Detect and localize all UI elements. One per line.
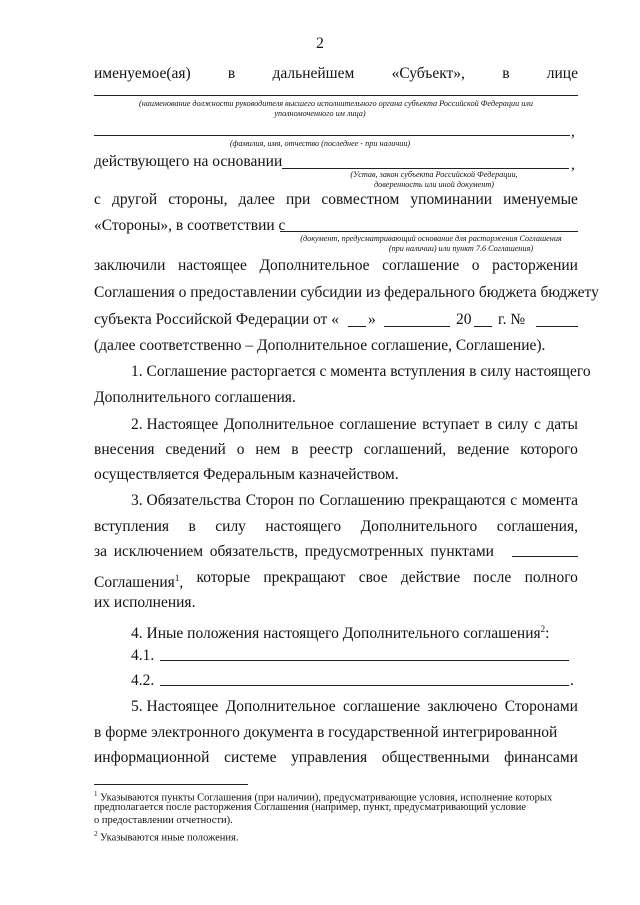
blank-line [282,168,569,169]
paragraph-3-line-5: их исполнения. [94,594,196,611]
field-caption: (при наличии) или пункт 7.6 Соглашения) [388,244,534,253]
paragraph-5-line-3: информационной системе управления общественными финансами [94,749,578,766]
blank-line [94,95,578,96]
field-caption: (фамилия, имя, отчество (последнее - при наличии) [229,139,411,148]
footnote-1-line-2: предполагается после расторжения Соглашения (например, пункт, предусматривающий условие [94,802,527,813]
text-line-1: именуемое(ая) в дальнейшем «Субъект», в лице [94,65,578,82]
text-line-8-d: г. № [498,311,526,328]
item-4-2: 4.2. [131,672,155,689]
text-line-5: «Стороны», в соответствии с [94,217,286,234]
text-line-8-a: субъекта Российской Федерации от « [94,311,339,328]
footnote-separator [94,784,248,785]
footnote-1-line-3: о предоставлении отчетности). [94,815,233,826]
footnote-1: $^1$ Указываются пункты Соглашения (при наличии), предусматривающие условия, исполнение которых [94,790,553,804]
text-line-9: (далее соответственно – Дополнительное соглашение, Соглашение). [94,337,546,354]
blank-line [280,231,578,232]
comma: , [571,156,575,173]
period: . [570,672,574,689]
page-number: 2 [316,35,324,52]
blank-line [94,135,570,136]
field-caption: (наименование должности руководителя высшего исполнительного органа субъекта Российской Федерации или [139,99,533,108]
footnote-ref: 2 [540,624,546,634]
footnote-2: $^2$ Указываются иные положения. [94,830,239,844]
field-caption: уполномоченного им лица) [274,109,366,118]
paragraph-3-line-4: Соглашения$^1$, которые прекращают свое действие после полного [94,569,578,592]
text-line-8-b: » [368,311,376,328]
paragraph-3-line-1: 3. Обязательства Сторон по Соглашению прекращаются с момента [131,492,578,509]
paragraph-3-line-2: вступления в силу настоящего Дополнительного соглашения, [94,518,578,535]
blank-month [384,326,450,327]
paragraph-2-line-2: внесения сведений о нем в реестр соглашений, ведение которого [94,441,578,458]
text-line-6: заключили настоящее Дополнительное соглашение о расторжении [94,257,578,274]
comma: , [571,123,575,140]
blank-line [512,556,578,557]
blank-year [474,326,492,327]
paragraph-1-line-2: Дополнительного соглашения. [94,389,296,406]
paragraph-2-line-1: 2. Настоящее Дополнительное соглашение вступает в силу с даты [131,416,578,433]
field-caption: (документ, предусматривающий основание для расторжения Соглашения [300,234,562,243]
paragraph-4-title: 4. Иные положения настоящего Дополнительного соглашения$^2$: [131,624,550,643]
blank-day [348,326,366,327]
blank-line [160,660,569,661]
paragraph-5-line-1: 5. Настоящее Дополнительное соглашение заключено Сторонами [131,698,578,715]
blank-number [536,326,578,327]
text-line-8-c: 20 [456,311,472,328]
text-line-3: действующего на основании [94,153,283,170]
paragraph-2-line-3: осуществляется Федеральным казначейством. [94,466,399,483]
text-line-4: с другой стороны, далее при совместном упоминании именуемые [94,191,578,208]
item-4-1: 4.1. [131,647,155,664]
field-caption: доверенность или иной документ) [374,180,494,189]
paragraph-5-line-2: в форме электронного документа в государственной интегрированной [94,724,558,741]
field-caption: (Устав, закон субъекта Российской Федерации, [350,170,518,179]
text-line-7: Соглашения о предоставлении субсидии из федерального бюджета бюджету [94,284,599,301]
footnote-ref: 1 [174,573,180,583]
paragraph-1-line-1: 1. Соглашение расторгается с момента вступления в силу настоящего [131,363,591,380]
paragraph-3-line-3: за исключением обязательств, предусмотренных пунктами [94,543,494,560]
blank-line [160,685,569,686]
